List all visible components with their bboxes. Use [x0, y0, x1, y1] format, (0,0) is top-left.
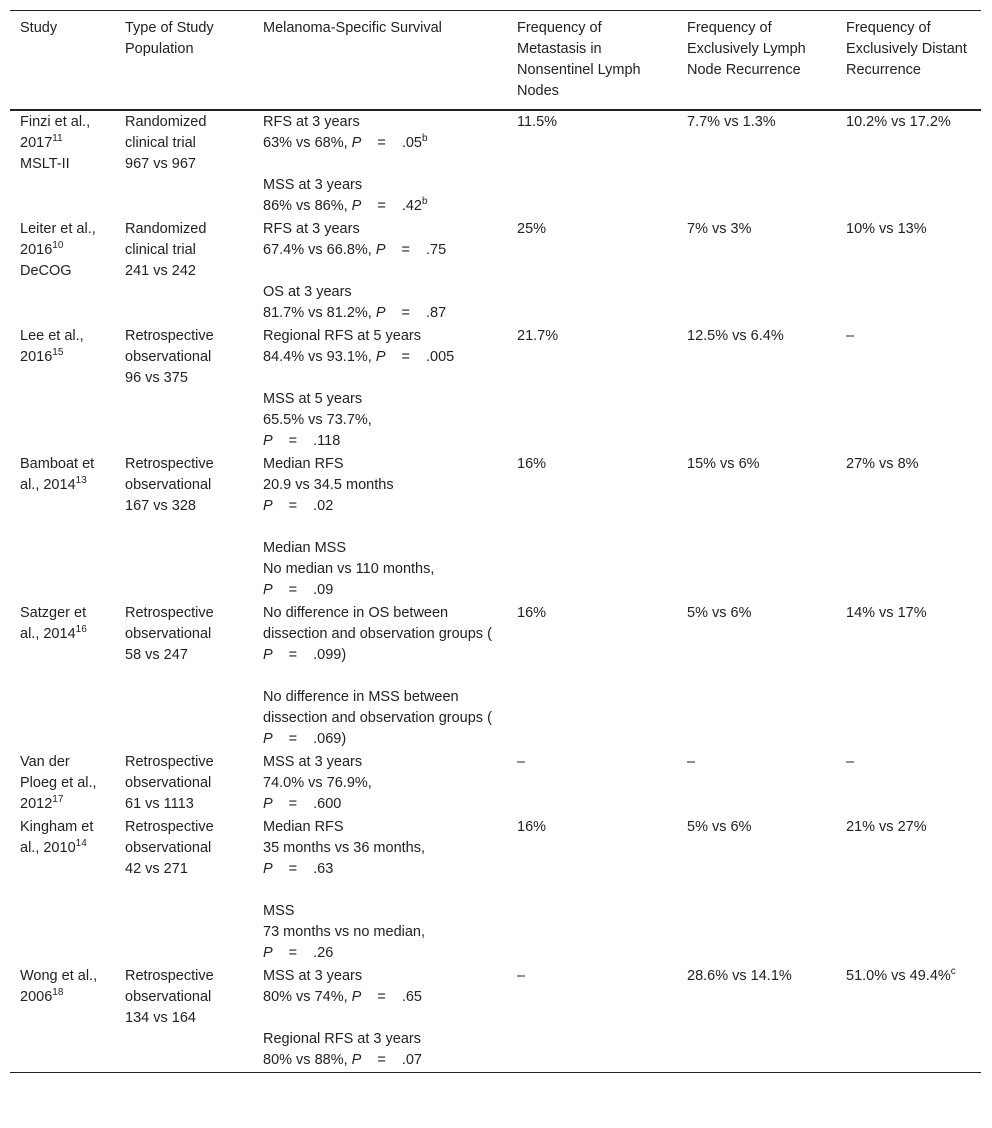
header-survival: Melanoma-Specific Survival — [253, 11, 507, 111]
cell-lymph-recurrence: 5% vs 6% — [687, 819, 752, 835]
survival-value — [263, 603, 497, 666]
survival-label: Median RFS — [263, 456, 344, 472]
eq-symbol: = — [288, 582, 298, 598]
cell-survival — [253, 325, 507, 453]
study-design: Retrospective observational — [125, 456, 214, 493]
cell-lymph-recurrence: 12.5% vs 6.4% — [687, 328, 784, 344]
cell-study-type — [115, 325, 253, 453]
study-name: Leiter et al., 2016 — [20, 221, 96, 258]
cell-distant-recurrence — [836, 453, 981, 602]
p-value — [263, 647, 346, 663]
footnote-marker: b — [421, 133, 428, 145]
paragraph-gap — [263, 154, 497, 175]
cell-metastasis: 21.7% — [517, 328, 559, 344]
cell-distant-recurrence — [836, 602, 981, 751]
p-symbol: P — [351, 135, 362, 151]
survival-label: RFS at 3 years — [263, 221, 360, 237]
p-value — [263, 433, 340, 449]
survival-label: OS at 3 years — [263, 284, 352, 300]
study-name: Bamboat et al., 2014 — [20, 456, 95, 493]
eq-symbol: = — [377, 135, 386, 151]
p-number: .26 — [313, 945, 334, 961]
cell-study-type — [115, 602, 253, 751]
eq-symbol: = — [401, 349, 410, 365]
table-row — [10, 110, 981, 218]
close-paren: ) — [341, 647, 347, 663]
cell-metastasis: 16% — [517, 819, 547, 835]
trial-name: DeCOG — [20, 263, 72, 279]
p-symbol: P — [263, 433, 273, 449]
trial-name: MSLT-II — [20, 156, 70, 172]
survival-label: Regional RFS at 3 years — [263, 1031, 421, 1047]
p-value — [263, 861, 333, 877]
survival-label: RFS at 3 years — [263, 114, 360, 130]
study-name: Van der Ploeg et al., 2012 — [20, 754, 97, 812]
survival-value — [263, 133, 497, 154]
p-number: .87 — [425, 305, 447, 321]
survival-text: 86% vs 86%, — [263, 198, 352, 214]
population-size: 134 vs 164 — [125, 1010, 196, 1026]
survival-text: 63% vs 68%, — [263, 135, 352, 151]
eq-symbol: = — [377, 1052, 386, 1068]
cell-metastasis: 16% — [517, 605, 547, 621]
study-design: Retrospective observational — [125, 819, 214, 856]
cell-survival — [253, 453, 507, 602]
p-symbol: P — [351, 198, 362, 214]
p-number: .09 — [313, 582, 334, 598]
study-design: Retrospective observational — [125, 328, 214, 365]
survival-label: MSS at 3 years — [263, 968, 363, 984]
survival-value — [263, 410, 497, 452]
cell-metastasis: 11.5% — [517, 114, 558, 130]
eq-symbol: = — [377, 989, 386, 1005]
p-value — [263, 945, 333, 961]
cell-metastasis: – — [507, 965, 677, 1073]
survival-text: 67.4% vs 66.8%, — [263, 242, 376, 258]
cell-survival — [253, 965, 507, 1073]
p-value — [376, 305, 446, 321]
distant-value: 27% vs 8% — [846, 456, 919, 472]
cell-distant-recurrence — [836, 325, 981, 453]
eq-symbol: = — [288, 731, 298, 747]
survival-value — [263, 987, 497, 1008]
eq-symbol: = — [288, 945, 298, 961]
p-value — [263, 796, 341, 812]
study-name: Wong et al., 2006 — [20, 968, 98, 1005]
survival-text: 74.0% vs 76.9%, — [263, 775, 372, 791]
header-metastasis: Frequency of Metastasis in Nonsentinel Lymph Nodes — [507, 11, 677, 111]
p-value — [376, 349, 454, 365]
p-number: .069 — [313, 731, 342, 747]
cell-study — [10, 816, 115, 965]
survival-value — [263, 475, 497, 517]
p-value — [352, 198, 428, 214]
p-number: .02 — [313, 498, 334, 514]
cell-study-type — [115, 816, 253, 965]
cell-study — [10, 965, 115, 1073]
p-value — [352, 1052, 422, 1068]
distant-value: 21% vs 27% — [846, 819, 927, 835]
reference-number: 16 — [75, 624, 87, 636]
survival-label: Regional RFS at 5 years — [263, 328, 421, 344]
survival-label: MSS at 5 years — [263, 391, 363, 407]
survival-value — [263, 240, 497, 261]
population-size: 61 vs 1113 — [125, 796, 194, 812]
cell-study — [10, 751, 115, 816]
cell-survival — [253, 110, 507, 218]
cell-study-type — [115, 965, 253, 1073]
header-distant-recurrence: Frequency of Exclusively Distant Recurrence — [836, 11, 981, 111]
reference-number: 13 — [75, 475, 87, 487]
p-value — [263, 582, 333, 598]
cell-study-type — [115, 453, 253, 602]
p-value — [263, 498, 333, 514]
cell-survival — [253, 218, 507, 325]
header-study: Study — [10, 11, 115, 111]
survival-label: MSS at 3 years — [263, 754, 363, 770]
table-row — [10, 218, 981, 325]
survival-value — [263, 559, 497, 601]
survival-text: 84.4% vs 93.1%, — [263, 349, 376, 365]
cell-distant-recurrence — [836, 218, 981, 325]
p-number: .65 — [401, 989, 422, 1005]
distant-value: – — [846, 328, 855, 344]
cell-study — [10, 218, 115, 325]
cell-lymph-recurrence: 7% vs 3% — [687, 221, 752, 237]
eq-symbol: = — [288, 796, 298, 812]
cell-study — [10, 325, 115, 453]
table-row — [10, 965, 981, 1073]
header-row — [10, 11, 981, 111]
paragraph-gap — [263, 517, 497, 538]
distant-value: 10% vs 13% — [846, 221, 927, 237]
survival-value — [263, 922, 497, 964]
study-design: Retrospective observational — [125, 605, 214, 642]
survival-text: 20.9 vs 34.5 months — [263, 477, 394, 493]
survival-text: 73 months vs no median, — [263, 924, 426, 940]
p-symbol: P — [263, 647, 273, 663]
cell-study — [10, 602, 115, 751]
table-body — [10, 110, 981, 1073]
cell-study — [10, 110, 115, 218]
survival-value — [263, 196, 497, 217]
cell-survival — [253, 816, 507, 965]
table-row — [10, 325, 981, 453]
header-lymph-recurrence: Frequency of Exclusively Lymph Node Recurrence — [677, 11, 836, 111]
p-value — [352, 135, 428, 151]
survival-value — [263, 773, 497, 815]
survival-value — [263, 838, 497, 880]
p-number: .118 — [313, 433, 341, 449]
cell-lymph-recurrence: 28.6% vs 14.1% — [677, 965, 836, 1073]
table-row — [10, 453, 981, 602]
reference-number: 11 — [52, 133, 63, 145]
eq-symbol: = — [377, 198, 386, 214]
p-symbol: P — [263, 861, 273, 877]
table-row — [10, 602, 981, 751]
eq-symbol: = — [288, 647, 298, 663]
p-symbol: P — [263, 796, 273, 812]
comparison-table — [10, 10, 981, 1073]
population-size: 167 vs 328 — [125, 498, 196, 514]
eq-symbol: = — [288, 861, 298, 877]
reference-number: 10 — [52, 240, 64, 252]
survival-text: 81.7% vs 81.2%, — [263, 305, 376, 321]
survival-text: No difference in OS between dissection and observation groups ( — [263, 605, 492, 642]
p-symbol: P — [375, 349, 386, 365]
reference-number: 17 — [52, 794, 64, 806]
cell-distant-recurrence — [836, 965, 981, 1073]
cell-lymph-recurrence: 5% vs 6% — [687, 605, 752, 621]
p-symbol: P — [263, 498, 273, 514]
table-row — [10, 751, 981, 816]
p-symbol: P — [263, 945, 273, 961]
cell-lymph-recurrence: 15% vs 6% — [687, 456, 760, 472]
study-name: Lee et al., 2016 — [20, 328, 84, 365]
population-size: 58 vs 247 — [125, 647, 188, 663]
study-name: Satzger et al., 2014 — [20, 605, 87, 642]
p-symbol: P — [263, 582, 273, 598]
population-size: 42 vs 271 — [125, 861, 188, 877]
reference-number: 15 — [52, 347, 64, 359]
cell-lymph-recurrence: – — [687, 754, 696, 770]
p-symbol: P — [375, 242, 386, 258]
p-symbol: P — [263, 731, 273, 747]
survival-label: MSS at 3 years — [263, 177, 363, 193]
distant-value: 14% vs 17% — [846, 605, 927, 621]
survival-label: Median RFS — [263, 819, 344, 835]
p-number: .42 — [401, 198, 422, 214]
p-symbol: P — [351, 1052, 362, 1068]
cell-survival — [253, 602, 507, 751]
eq-symbol: = — [288, 498, 298, 514]
cell-distant-recurrence — [836, 110, 981, 218]
distant-value: – — [846, 754, 855, 770]
cell-distant-recurrence — [836, 816, 981, 965]
study-design: Retrospective observational — [125, 968, 214, 1005]
cell-metastasis: – — [517, 754, 526, 770]
distant-value: 51.0% vs 49.4% — [846, 968, 951, 984]
survival-value — [263, 1050, 497, 1071]
cell-metastasis: 16% — [517, 456, 547, 472]
survival-value — [263, 347, 497, 368]
p-number: .05 — [401, 135, 422, 151]
footnote-marker: b — [421, 196, 428, 208]
survival-label: Median MSS — [263, 540, 347, 556]
cell-lymph-recurrence: 7.7% vs 1.3% — [687, 114, 776, 130]
p-number: .63 — [313, 861, 334, 877]
p-number: .005 — [425, 349, 455, 365]
population-size: 241 vs 242 — [125, 263, 196, 279]
header-type: Type of Study Population — [115, 11, 253, 111]
distant-value: 10.2% vs 17.2% — [846, 114, 951, 130]
cell-distant-recurrence — [836, 751, 981, 816]
footnote-marker: c — [950, 966, 956, 978]
study-name: Finzi et al., 2017 — [20, 114, 91, 151]
p-number: .600 — [313, 796, 342, 812]
p-number: .75 — [425, 242, 447, 258]
survival-text: 35 months vs 36 months, — [263, 840, 425, 856]
study-design: Randomized clinical trial — [125, 221, 207, 258]
cell-study-type — [115, 110, 253, 218]
cell-metastasis: 25% — [517, 221, 547, 237]
p-symbol: P — [351, 989, 362, 1005]
reference-number: 14 — [75, 838, 87, 850]
paragraph-gap — [263, 880, 497, 901]
study-name: Kingham et al., 2010 — [20, 819, 94, 856]
reference-number: 18 — [52, 987, 64, 999]
population-size: 967 vs 967 — [125, 156, 196, 172]
survival-text: No difference in MSS between dissection and observation groups ( — [263, 689, 492, 726]
p-value — [376, 242, 446, 258]
paragraph-gap — [263, 666, 497, 687]
paragraph-gap — [263, 261, 497, 282]
p-value — [263, 731, 346, 747]
table-row — [10, 816, 981, 965]
eq-symbol: = — [288, 433, 298, 449]
survival-text: No median vs 110 months, — [263, 561, 435, 577]
close-paren: ) — [341, 731, 347, 747]
survival-value — [263, 303, 497, 324]
paragraph-gap — [263, 368, 497, 389]
population-size: 96 vs 375 — [125, 370, 188, 386]
eq-symbol: = — [401, 305, 410, 321]
p-number: .099 — [313, 647, 342, 663]
eq-symbol: = — [401, 242, 410, 258]
p-number: .07 — [401, 1052, 422, 1068]
p-symbol: P — [375, 305, 386, 321]
p-value — [352, 989, 422, 1005]
survival-text: 80% vs 74%, — [263, 989, 352, 1005]
cell-study — [10, 453, 115, 602]
paragraph-gap — [263, 1008, 497, 1029]
cell-study-type — [115, 218, 253, 325]
survival-text: 65.5% vs 73.7%, — [263, 412, 372, 428]
study-design: Retrospective observational — [125, 754, 214, 791]
survival-text: 80% vs 88%, — [263, 1052, 352, 1068]
cell-study-type — [115, 751, 253, 816]
survival-value — [263, 687, 497, 750]
survival-label: MSS — [263, 903, 295, 919]
study-design: Randomized clinical trial — [125, 114, 207, 151]
cell-survival — [253, 751, 507, 816]
